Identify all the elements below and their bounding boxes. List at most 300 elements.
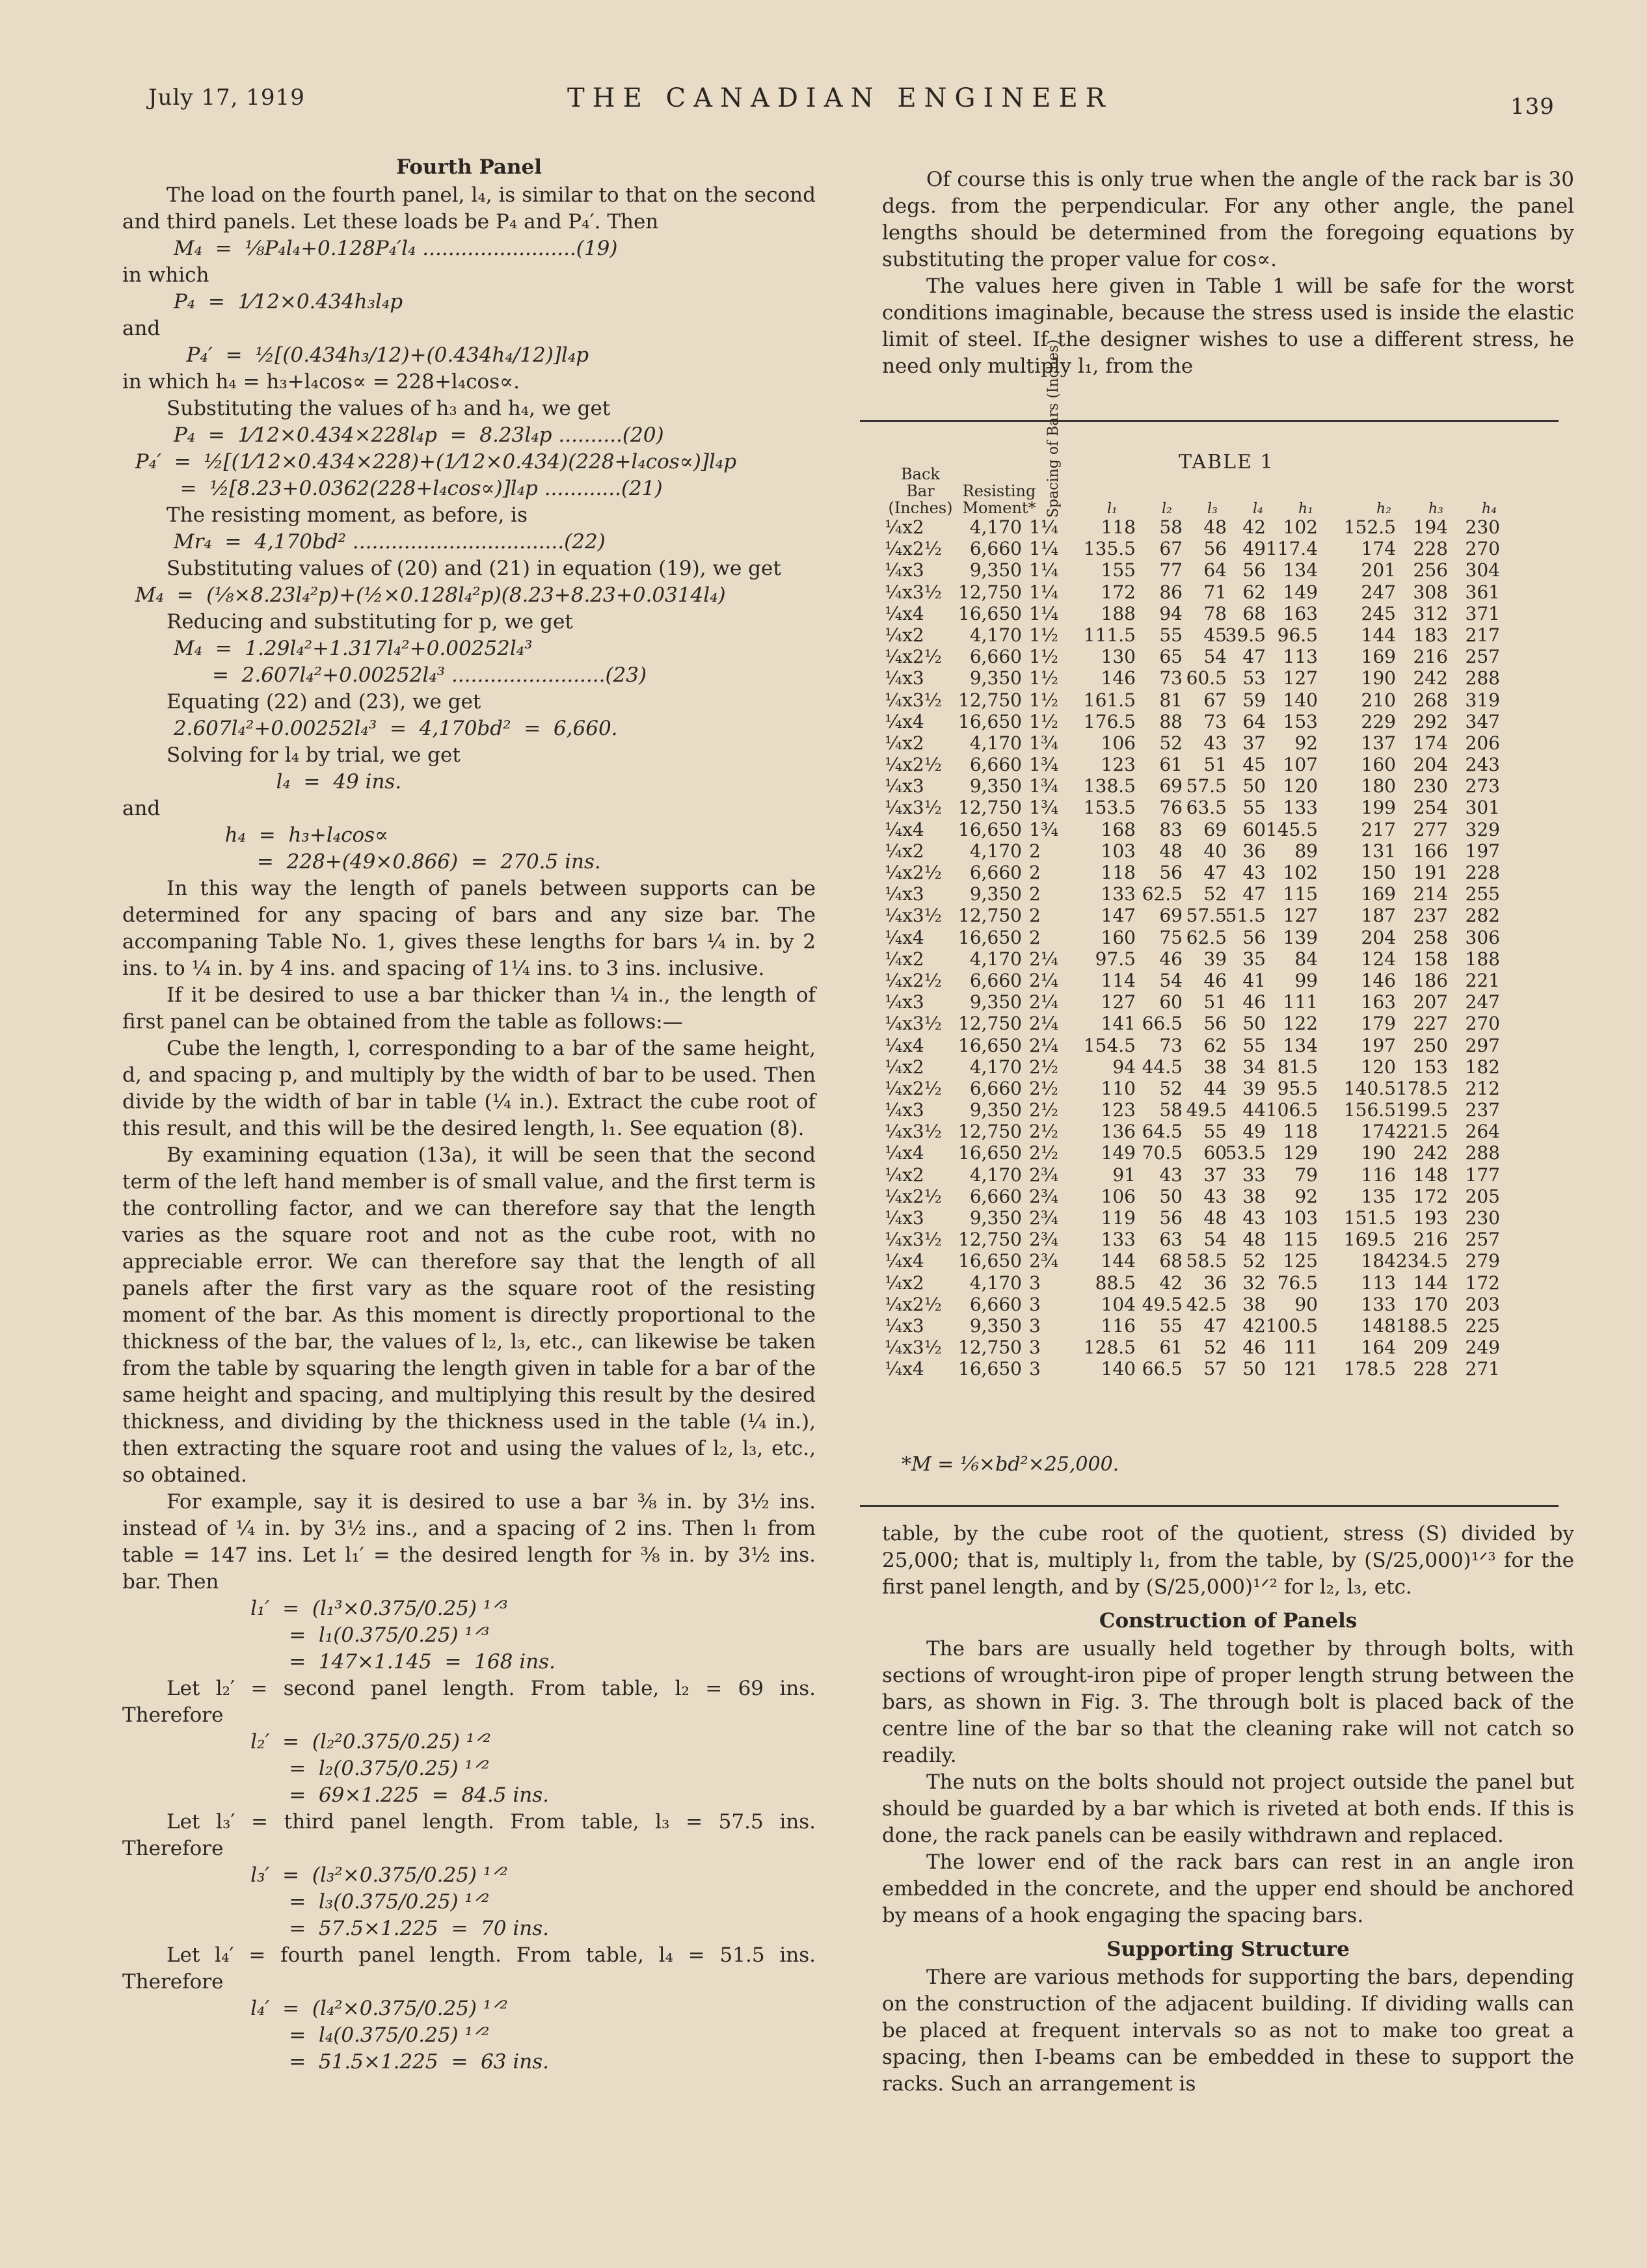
table-row — [876, 1186, 1565, 1207]
paragraph: By examining equation (13a), it will be seen that the second term of the left hand member is of small value, and the first term is the controlling factor, and we can therefore say that the length varies as the square root and not as the cube root, with no appreciable error. We can therefore say that the length of all panels after the first vary as the square root of the resisting moment of the bar. As this moment is directly proportional to the thickness of the bar, the values of l₂, l₃, etc., can likewise be taken from the table by squaring the length given in table for a bar of the same height and spacing, and multiplying this result by the desired thickness, and dividing by the thickness used in the table (¼ in.), then extracting the square root and using the values of l₂, l₃, etc., so obtained. — [122, 1143, 816, 1487]
table-cell: 115 — [1283, 883, 1318, 905]
table-cell: 103 — [1101, 840, 1136, 862]
paragraph: The values here given in Table 1 will be safe for the worst conditions imaginable, because the stress used is inside the elastic limit of steel. If the designer wishes to use a different stress, he need only multiply l₁, from the — [882, 274, 1574, 378]
table-cell: 158 — [1413, 948, 1448, 970]
table-cell: ¼x4 — [885, 1250, 924, 1272]
table-cell: 147 — [1101, 905, 1136, 927]
table-cell: 361 — [1465, 581, 1500, 603]
table-cell: 90 — [1294, 1293, 1318, 1315]
table-cell: 2¼ — [1029, 969, 1058, 991]
table-cell: 203 — [1465, 1293, 1500, 1315]
table-cell: ¼x2 — [885, 1272, 924, 1294]
table-cell: 46 — [1242, 991, 1266, 1013]
table-cell: 107 — [1283, 754, 1318, 776]
table-cell: 184 — [1361, 1250, 1396, 1272]
table-cell: 168 — [1101, 818, 1136, 840]
table-cell: 2¼ — [1029, 948, 1058, 970]
table-cell: 1¼ — [1029, 538, 1058, 560]
table-cell: 201 — [1361, 559, 1396, 581]
table-cell: 69 — [1159, 775, 1183, 797]
table-cell: 169.5 — [1343, 1229, 1396, 1251]
table-cell: 2 — [1029, 883, 1041, 905]
table-row — [876, 775, 1565, 797]
equation-line: l₄′ = (l₄²×0.375/0.25) ¹ᐟ² — [122, 1997, 508, 2020]
table-cell: 48 — [1203, 1207, 1227, 1229]
table-row — [876, 1250, 1565, 1272]
table-cell: 75 — [1159, 926, 1183, 948]
paragraph: Let l₂′ = second panel length. From table, l₂ = 69 ins. Therefore — [122, 1677, 816, 1727]
table-cell: 164 — [1361, 1337, 1396, 1359]
table-cell: 32 — [1242, 1272, 1266, 1294]
page-number: 139 — [1510, 94, 1555, 120]
equation-line: = 2.607l₄²+0.00252l₄³ ........................(23) — [122, 663, 647, 687]
table-cell: 174 — [1361, 538, 1396, 560]
table-cell: 66.5 — [1142, 1013, 1183, 1035]
table-cell: 43 — [1242, 862, 1266, 883]
table-cell: 217 — [1361, 818, 1396, 840]
table-cell: 60.5 — [1186, 667, 1227, 689]
table-cell: 249 — [1465, 1337, 1500, 1359]
table-cell: 186 — [1413, 969, 1448, 991]
table-cell: 170 — [1413, 1293, 1448, 1315]
table-cell: 140 — [1283, 689, 1318, 711]
table-cell: 308 — [1413, 581, 1448, 603]
table-cell: 178.5 — [1343, 1358, 1396, 1380]
table-cell: 12,750 — [958, 797, 1022, 819]
table-cell: 217 — [1465, 624, 1500, 646]
table-row — [876, 970, 1565, 991]
table-cell: 3 — [1029, 1272, 1041, 1294]
table-cell: 62.5 — [1142, 883, 1183, 905]
table-cell: 128.5 — [1083, 1337, 1136, 1359]
table-cell: 51 — [1203, 991, 1227, 1013]
table-cell: 2¾ — [1029, 1185, 1058, 1207]
table-cell: 216 — [1413, 646, 1448, 668]
equation-line: l₄ = 49 ins. — [122, 770, 402, 794]
table-cell: 141 — [1101, 1013, 1136, 1035]
table-cell: 152.5 — [1343, 516, 1396, 538]
table-cell: 70.5 — [1142, 1142, 1183, 1164]
table-cell: ¼x3½ — [885, 797, 942, 819]
table-row — [876, 1121, 1565, 1142]
table-cell: 77 — [1159, 559, 1183, 581]
journal-title: THE CANADIAN ENGINEER — [567, 83, 1113, 113]
table-cell: 60 — [1159, 991, 1183, 1013]
table-cell: ¼x3 — [885, 559, 924, 581]
table-cell: 12,750 — [958, 905, 1022, 927]
table-cell: 172 — [1101, 581, 1136, 603]
table-cell: 190 — [1361, 667, 1396, 689]
table-cell: 210 — [1361, 689, 1396, 711]
table-cell: 78 — [1203, 602, 1227, 624]
column-header: h₂ — [1376, 501, 1391, 517]
table-row — [876, 1142, 1565, 1164]
table-cell: 221.5 — [1395, 1121, 1448, 1143]
table-cell: 42 — [1242, 1314, 1266, 1337]
table-cell: 58 — [1159, 1099, 1183, 1121]
table-cell: 153 — [1283, 710, 1318, 732]
table-row — [876, 667, 1565, 689]
table-cell: 151.5 — [1343, 1207, 1396, 1229]
equation-line: P₄ = 1⁄12×0.434×228l₄p = 8.23l₄p ..........(20) — [122, 423, 664, 447]
table-cell: ¼x2½ — [885, 1077, 942, 1099]
table-cell: 130 — [1101, 646, 1136, 668]
table-cell: 347 — [1465, 710, 1500, 732]
table-cell: 123 — [1101, 1099, 1136, 1121]
table-cell: 144 — [1413, 1272, 1448, 1294]
table-row — [876, 1099, 1565, 1121]
table-cell: 288 — [1465, 667, 1500, 689]
table-cell: 2¾ — [1029, 1250, 1058, 1272]
table-cell: 153 — [1413, 1056, 1448, 1078]
table-cell: 61 — [1159, 1337, 1183, 1359]
table-cell: ¼x2½ — [885, 646, 942, 668]
table-cell: 6,660 — [969, 969, 1022, 991]
table-cell: 122 — [1283, 1013, 1318, 1035]
table-cell: 39.5 — [1225, 624, 1266, 646]
table-cell: 176.5 — [1083, 710, 1136, 732]
table-row — [876, 819, 1565, 840]
table-cell: ¼x3 — [885, 1207, 924, 1229]
table-cell: 179 — [1361, 1013, 1396, 1035]
table-cell: 256 — [1413, 559, 1448, 581]
equation-line: Mr₄ = 4,170bd² .................................(22) — [122, 530, 606, 554]
paragraph: The bars are usually held together by through bolts, with sections of wrought-iron pipe of proper length strung between the bars, as shown in Fig. 3. The through bolt is placed back of the centre line of the bar so that the cleaning rake will not catch so readily. — [882, 1637, 1574, 1767]
table-cell: 2¼ — [1029, 991, 1058, 1013]
table-cell: 34 — [1242, 1056, 1266, 1078]
table-cell: 228 — [1465, 862, 1500, 883]
table-cell: 62 — [1242, 581, 1266, 603]
table-cell: 206 — [1465, 732, 1500, 754]
table-cell: 225 — [1465, 1314, 1500, 1337]
table-cell: ¼x2½ — [885, 862, 942, 883]
table-cell: 1¾ — [1029, 775, 1058, 797]
table-cell: 3 — [1029, 1337, 1041, 1359]
table-cell: 63.5 — [1186, 797, 1227, 819]
table-cell: ¼x3 — [885, 883, 924, 905]
table-cell: 76 — [1159, 797, 1183, 819]
paragraph: Reducing and substituting for p, we get — [167, 610, 573, 634]
table-cell: 230 — [1465, 516, 1500, 538]
paragraph: Cube the length, l, corresponding to a bar of the same height, d, and spacing p, and multiply by the width of bar to be used. Then divide by the width of bar in table (¼ in.). Extract the cube root of this result, and this will be the desired length, l₁. See equation (8). — [122, 1037, 816, 1140]
table-cell: 106.5 — [1265, 1099, 1318, 1121]
table-cell: 6,660 — [969, 862, 1022, 883]
table-cell: 2 — [1029, 905, 1041, 927]
table-cell: 204 — [1361, 926, 1396, 948]
table-cell: 57.5 — [1186, 905, 1227, 927]
table-cell: ¼x3 — [885, 1314, 924, 1337]
table-cell: 129 — [1283, 1142, 1318, 1164]
table-cell: 288 — [1465, 1142, 1500, 1164]
table-cell: ¼x3½ — [885, 1229, 942, 1251]
table-cell: 48 — [1159, 840, 1183, 862]
table-cell: 205 — [1465, 1185, 1500, 1207]
table-cell: 271 — [1465, 1358, 1500, 1380]
table-cell: 44 — [1242, 1099, 1266, 1121]
table-cell: 154.5 — [1083, 1034, 1136, 1056]
table-cell: 131 — [1361, 840, 1396, 862]
table-cell: ¼x2½ — [885, 969, 942, 991]
table-row — [876, 948, 1565, 970]
table-cell: 187 — [1361, 905, 1396, 927]
table-cell: ¼x3 — [885, 667, 924, 689]
table-cell: 134 — [1283, 1034, 1318, 1056]
table-cell: 16,650 — [958, 926, 1022, 948]
table-cell: 50 — [1159, 1185, 1183, 1207]
table-cell: 4,170 — [969, 624, 1022, 646]
table-cell: ¼x2 — [885, 1056, 924, 1078]
table-cell: 2¾ — [1029, 1207, 1058, 1229]
table-cell: 133 — [1283, 797, 1318, 819]
table-cell: 9,350 — [969, 1099, 1022, 1121]
table-row — [876, 1013, 1565, 1034]
table-row — [876, 1294, 1565, 1315]
table-cell: 118 — [1283, 1121, 1318, 1143]
table-cell: 134 — [1283, 559, 1318, 581]
table-cell: 2 — [1029, 926, 1041, 948]
table-title: TABLE 1 — [1179, 451, 1274, 474]
table-cell: 114 — [1101, 969, 1136, 991]
paragraph: If it be desired to use a bar thicker than ¼ in., the length of first panel can be obtained from the table as follows:— — [122, 983, 816, 1034]
table-cell: 49.5 — [1186, 1099, 1227, 1121]
table-cell: 115 — [1283, 1229, 1318, 1251]
table-cell: 106 — [1101, 1185, 1136, 1207]
table-cell: 67 — [1203, 689, 1227, 711]
table-cell: 33 — [1242, 1164, 1266, 1186]
table-cell: 50 — [1242, 1358, 1266, 1380]
table-cell: 92 — [1294, 732, 1318, 754]
table-cell: 12,750 — [958, 689, 1022, 711]
table-cell: 79 — [1294, 1164, 1318, 1186]
table-cell: 68 — [1242, 602, 1266, 624]
table-cell: 1½ — [1029, 667, 1058, 689]
table-cell: 169 — [1361, 646, 1396, 668]
table-cell: 52 — [1203, 883, 1227, 905]
table-cell: 12,750 — [958, 1229, 1022, 1251]
table-cell: 212 — [1465, 1077, 1500, 1099]
table-cell: 46 — [1242, 1337, 1266, 1359]
table-cell: 163 — [1283, 602, 1318, 624]
table-cell: ¼x2½ — [885, 754, 942, 776]
table-cell: 16,650 — [958, 1358, 1022, 1380]
table-cell: 12,750 — [958, 1013, 1022, 1035]
table-row — [876, 646, 1565, 667]
equation-line: h₄ = h₃+l₄cos∝ — [122, 823, 389, 847]
table-cell: 234.5 — [1395, 1250, 1448, 1272]
table-cell: 48 — [1203, 516, 1227, 538]
table-cell: 127 — [1283, 667, 1318, 689]
table-cell: 282 — [1465, 905, 1500, 927]
equation-line: = l₄(0.375/0.25) ¹ᐟ² — [122, 2023, 490, 2047]
table-cell: 127 — [1283, 905, 1318, 927]
table-cell: 16,650 — [958, 818, 1022, 840]
table-cell: 123 — [1101, 754, 1136, 776]
table-cell: 127 — [1101, 991, 1136, 1013]
table-cell: 43 — [1203, 732, 1227, 754]
table-cell: 119 — [1101, 1207, 1136, 1229]
table-cell: 56 — [1159, 1207, 1183, 1229]
equation-line: M₄ = ⅛P₄l₄+0.128P₄′l₄ ........................(19) — [122, 237, 618, 260]
column-header: l₁ — [1107, 501, 1118, 517]
table-cell: 2½ — [1029, 1142, 1058, 1164]
table-cell: 257 — [1465, 646, 1500, 668]
table-row — [876, 1078, 1565, 1099]
paragraph: and — [122, 317, 161, 340]
table-row — [876, 516, 1565, 538]
table-cell: 6,660 — [969, 538, 1022, 560]
column-header: h₄ — [1482, 501, 1497, 517]
table-cell: 1¾ — [1029, 818, 1058, 840]
table-cell: 49 — [1242, 1121, 1266, 1143]
table-cell: 9,350 — [969, 1314, 1022, 1337]
table-cell: 47 — [1242, 646, 1266, 668]
table-cell: 76.5 — [1277, 1272, 1318, 1294]
table-cell: ¼x4 — [885, 1034, 924, 1056]
table-cell: ¼x2 — [885, 732, 924, 754]
paragraph: Let l₄′ = fourth panel length. From table, l₄ = 51.5 ins. Therefore — [122, 1943, 816, 1994]
table-cell: 292 — [1413, 710, 1448, 732]
table-cell: 182 — [1465, 1056, 1500, 1078]
table-row — [876, 1207, 1565, 1229]
paragraph: Solving for l₄ by trial, we get — [167, 743, 461, 767]
table-cell: 2 — [1029, 862, 1041, 883]
table-cell: 1¾ — [1029, 797, 1058, 819]
table-cell: 279 — [1465, 1250, 1500, 1272]
table-cell: 117.4 — [1265, 538, 1318, 560]
table-cell: 40 — [1203, 840, 1227, 862]
table-row — [876, 1337, 1565, 1358]
table-cell: 54 — [1203, 646, 1227, 668]
table-cell: 371 — [1465, 602, 1500, 624]
table-cell: 140.5 — [1343, 1077, 1396, 1099]
table-cell: 56 — [1203, 538, 1227, 560]
table-cell: 144 — [1361, 624, 1396, 646]
table-cell: 42 — [1159, 1272, 1183, 1294]
equation-line: M₄ = (⅛×8.23l₄²p)+(½×0.128l₄²p)(8.23+8.23+0.0314l₄) — [122, 583, 726, 607]
table-cell: 97.5 — [1095, 948, 1136, 970]
table-cell: 178.5 — [1395, 1077, 1448, 1099]
table-cell: 250 — [1413, 1034, 1448, 1056]
table-cell: ¼x2 — [885, 1164, 924, 1186]
table-row — [876, 797, 1565, 818]
table-cell: 1¼ — [1029, 581, 1058, 603]
table-cell: 137 — [1361, 732, 1396, 754]
table-cell: 1¼ — [1029, 559, 1058, 581]
table-cell: 172 — [1413, 1185, 1448, 1207]
table-cell: 45 — [1203, 624, 1227, 646]
table-1 — [876, 339, 1565, 1476]
table-footnote: *M = ⅙×bd²×25,000. — [902, 1453, 1119, 1476]
table-cell: ¼x3½ — [885, 1013, 942, 1035]
table-cell: 111 — [1283, 991, 1318, 1013]
table-cell: 48 — [1242, 1229, 1266, 1251]
table-cell: 4,170 — [969, 948, 1022, 970]
table-cell: 148 — [1413, 1164, 1448, 1186]
table-cell: 118 — [1101, 516, 1136, 538]
table-cell: 304 — [1465, 559, 1500, 581]
table-cell: ¼x3½ — [885, 581, 942, 603]
table-cell: 209 — [1413, 1337, 1448, 1359]
table-cell: 135.5 — [1083, 538, 1136, 560]
table-cell: 73 — [1159, 1034, 1183, 1056]
table-cell: 169 — [1361, 883, 1396, 905]
table-cell: 257 — [1465, 1229, 1500, 1251]
table-cell: 44 — [1203, 1077, 1227, 1099]
table-cell: 53.5 — [1225, 1142, 1266, 1164]
table-cell: ¼x2 — [885, 516, 924, 538]
table-cell: 43 — [1242, 1207, 1266, 1229]
table-cell: 88.5 — [1095, 1272, 1136, 1294]
table-row — [876, 991, 1565, 1013]
table-cell: 156.5 — [1343, 1099, 1396, 1121]
paragraph: and — [122, 797, 161, 820]
table-cell: 2½ — [1029, 1121, 1058, 1143]
paragraph: In this way the length of panels between supports can be determined for any spacing of bars and any size bar. The accompaning Table No. 1, gives these lengths for bars ¼ in. by 2 ins. to ¼ in. by 4 ins. and spacing of 1¼ ins. to 3 ins. inclusive. — [122, 877, 816, 980]
table-cell: 67 — [1159, 538, 1183, 560]
table-cell: 297 — [1465, 1034, 1500, 1056]
column-header: h₃ — [1428, 501, 1443, 517]
section-heading-construction: Construction of Panels — [1099, 1609, 1358, 1633]
table-cell: 180 — [1361, 775, 1396, 797]
table-cell: 60 — [1242, 818, 1266, 840]
table-cell: 277 — [1413, 818, 1448, 840]
paragraph: Substituting values of (20) and (21) in equation (19), we get — [167, 557, 781, 580]
table-cell: 111.5 — [1083, 624, 1136, 646]
table-row — [876, 732, 1565, 754]
equation-line: P₄′ = ½[(1⁄12×0.434×228)+(1⁄12×0.434)(228+l₄cos∝)]l₄p — [122, 450, 737, 474]
table-cell: 2¼ — [1029, 1034, 1058, 1056]
table-cell: 54 — [1159, 969, 1183, 991]
table-cell: 204 — [1413, 754, 1448, 776]
table-row — [876, 711, 1565, 732]
table-cell: 155 — [1101, 559, 1136, 581]
table-cell: 237 — [1413, 905, 1448, 927]
table-cell: 133 — [1101, 1229, 1136, 1251]
table-cell: 139 — [1283, 926, 1318, 948]
equation-line: = 147×1.145 = 168 ins. — [122, 1650, 556, 1674]
table-cell: 6,660 — [969, 1185, 1022, 1207]
table-cell: 99 — [1294, 969, 1318, 991]
equation-line: P₄′ = ½[(0.434h₃/12)+(0.434h₄/12)]l₄p — [122, 343, 589, 367]
table-cell: 6,660 — [969, 1293, 1022, 1315]
table-cell: 16,650 — [958, 1034, 1022, 1056]
table-cell: 161.5 — [1083, 689, 1136, 711]
table-cell: 9,350 — [969, 667, 1022, 689]
table-cell: 149 — [1283, 581, 1318, 603]
equation-line: 2.607l₄²+0.00252l₄³ = 4,170bd² = 6,660. — [122, 717, 618, 740]
table-cell: 177 — [1465, 1164, 1500, 1186]
table-cell: 56 — [1159, 862, 1183, 883]
table-cell: ¼x4 — [885, 1142, 924, 1164]
table-cell: 43 — [1159, 1164, 1183, 1186]
table-cell: 42 — [1242, 516, 1266, 538]
table-cell: 125 — [1283, 1250, 1318, 1272]
table-cell: 12,750 — [958, 581, 1022, 603]
table-cell: ¼x4 — [885, 818, 924, 840]
table-cell: 116 — [1361, 1164, 1396, 1186]
table-cell: 270 — [1465, 538, 1500, 560]
section-heading-supporting: Supporting Structure — [1106, 1938, 1350, 1961]
table-cell: 47 — [1242, 883, 1266, 905]
table-cell: 81.5 — [1277, 1056, 1318, 1078]
table-cell: 120 — [1283, 775, 1318, 797]
table-cell: ¼x3 — [885, 991, 924, 1013]
table-cell: 73 — [1203, 710, 1227, 732]
table-cell: 106 — [1101, 732, 1136, 754]
table-cell: 1½ — [1029, 646, 1058, 668]
column-header: l₄ — [1253, 501, 1263, 517]
table-cell: 9,350 — [969, 883, 1022, 905]
